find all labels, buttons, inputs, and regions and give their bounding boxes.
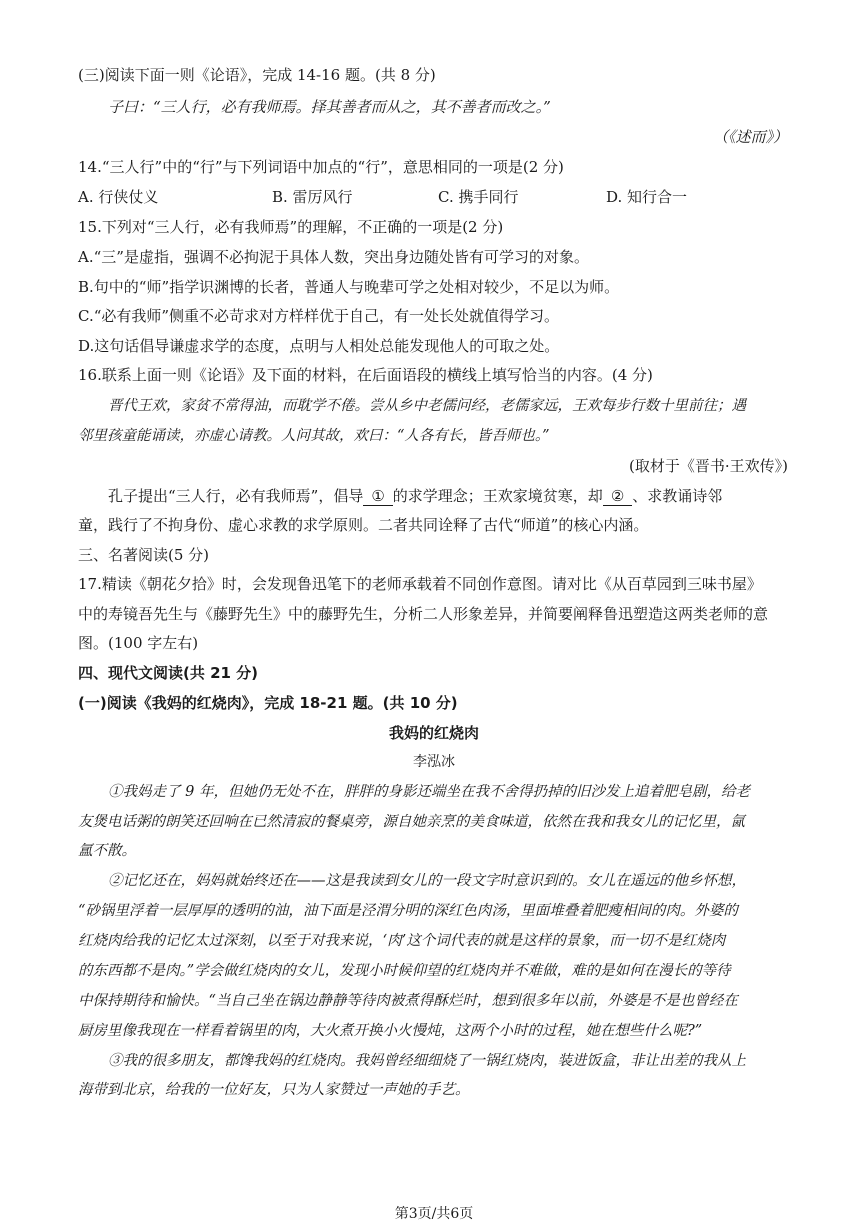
fill-paragraph-line-1 xyxy=(108,485,722,507)
paragraph-2-line-5: 中保持期待和愉快。“当自己坐在锅边静静等待肉被煮得酥烂时，想到很多年以前，外婆是不是也曾经在 xyxy=(78,993,738,1009)
blank-2[interactable]: ② xyxy=(603,487,632,506)
question-17-line-1: 17.精读《朝花夕拾》时，会发现鲁迅笔下的老师承载着不同创作意图。请对比《从百草园到三味书屋》 xyxy=(78,575,762,593)
article-title: 我妈的红烧肉 xyxy=(388,724,479,742)
q14-option-c: C. 携手同行 xyxy=(438,188,519,206)
question-14-stem: 14.“三人行”中的“行”与下列词语中加点的“行”，意思相同的一项是(2 分) xyxy=(78,158,564,176)
q15-option-b: B.句中的“师”指学识渊博的长者，普通人与晚辈可学之处相对较少，不足以为师。 xyxy=(78,278,620,296)
material-line-1: 晋代王欢，家贫不常得油，而耽学不倦。尝从乡中老儒问经，老儒家远，王欢每步行数十里前往；遇 xyxy=(108,398,746,414)
paragraph-2-line-4: 的东西都不是肉。”学会做红烧肉的女儿，发现小时候仰望的红烧肉并不难做，难的是如何在漫长的等待 xyxy=(78,963,731,979)
material-line-2: 邻里孩童能诵读，亦虚心请教。人问其故，欢曰：“人各有长，皆吾师也。” xyxy=(78,428,550,444)
paragraph-3-line-2: 海带到北京，给我的一位好友，只为人家赞过一声她的手艺。 xyxy=(78,1082,470,1098)
paragraph-2-line-1: ②记忆还在，妈妈就始终还在——这是我读到女儿的一段文字时意识到的。女儿在遥远的他乡怀想， xyxy=(108,873,746,889)
fill-text-b: 的求学理念；王欢家境贫寒，却 xyxy=(392,487,603,505)
paragraph-2-line-6: 厨房里像我现在一样看着锅里的肉，大火煮开换小火慢炖，这两个小时的过程，她在想些什么呢?” xyxy=(78,1023,703,1039)
blank-1[interactable]: ① xyxy=(363,487,392,506)
lunyu-quote: 子曰：“三人行，必有我师焉。择其善者而从之，其不善者而改之。” xyxy=(108,98,551,116)
article-author: 李泓冰 xyxy=(413,754,455,770)
section-heading: (三)阅读下面一则《论语》，完成 14-16 题。(共 8 分) xyxy=(78,66,436,84)
q15-option-d: D.这句话倡导谦虚求学的态度，点明与人相处总能发现他人的可取之处。 xyxy=(78,337,560,355)
q15-option-a: A.“三”是虚指，强调不必拘泥于具体人数，突出身边随处皆有可学习的对象。 xyxy=(78,248,589,266)
q15-option-c: C.“必有我师”侧重不必苛求对方样样优于自己，有一处长处就值得学习。 xyxy=(78,307,560,325)
fill-text-a: 孔子提出“三人行，必有我师焉”，倡导 xyxy=(108,487,364,505)
quote-source: （《述而》） xyxy=(712,128,788,146)
page-number: 第3页/共6页 xyxy=(394,1206,474,1222)
paragraph-2-line-2: “砂锅里浮着一层厚厚的透明的油，油下面是泾渭分明的深红色肉汤，里面堆叠着肥瘦相间的肉。外婆的 xyxy=(78,903,738,919)
material-source: (取材于《晋书·王欢传》) xyxy=(629,457,788,475)
section-4-sub-heading: (一)阅读《我妈的红烧肉》，完成 18-21 题。(共 10 分) xyxy=(78,694,458,712)
fill-text-c: 、求教诵诗邻 xyxy=(632,487,723,505)
fill-paragraph-line-2: 童，践行了不拘身份、虚心求教的求学原则。二者共同诠释了古代“师道”的核心内涵。 xyxy=(78,516,649,534)
paragraph-1-line-3: 氲不散。 xyxy=(78,843,136,859)
paragraph-2-line-3: 红烧肉给我的记忆太过深刻，以至于对我来说，‘肉’这个词代表的就是这样的景象，而一切不是红烧肉 xyxy=(78,933,726,949)
paragraph-1-line-2: 友煲电话粥的朗笑还回响在已然清寂的餐桌旁，源自她亲烹的美食味道，依然在我和我女儿的记忆里，氤 xyxy=(78,814,745,830)
question-15-stem: 15.下列对“三人行，必有我师焉”的理解，不正确的一项是(2 分) xyxy=(78,218,504,236)
paragraph-3-line-1: ③我的很多朋友，都馋我妈的红烧肉。我妈曾经细细烧了一锅红烧肉，装进饭盒，非让出差的我从上 xyxy=(108,1053,746,1069)
question-17-line-3: 图。(100 字左右) xyxy=(78,634,199,652)
question-17-line-2: 中的寿镜吾先生与《藤野先生》中的藤野先生，分析二人形象差异，并简要阐释鲁迅塑造这两类老师的意 xyxy=(78,605,769,623)
q14-option-d: D. 知行合一 xyxy=(606,188,688,206)
mingzhu-heading: 三、名著阅读(5 分) xyxy=(78,546,210,564)
q14-option-a: A. 行侠仗义 xyxy=(78,188,159,206)
question-16-stem: 16.联系上面一则《论语》及下面的材料，在后面语段的横线上填写恰当的内容。(4 分) xyxy=(78,366,653,384)
paragraph-1-line-1: ①我妈走了 9 年，但她仍无处不在，胖胖的身影还端坐在我不舍得扔掉的旧沙发上追着肥皂剧，给老 xyxy=(108,784,750,800)
q14-option-b: B. 雷厉风行 xyxy=(272,188,353,206)
section-4-heading: 四、现代文阅读(共 21 分) xyxy=(78,664,259,682)
